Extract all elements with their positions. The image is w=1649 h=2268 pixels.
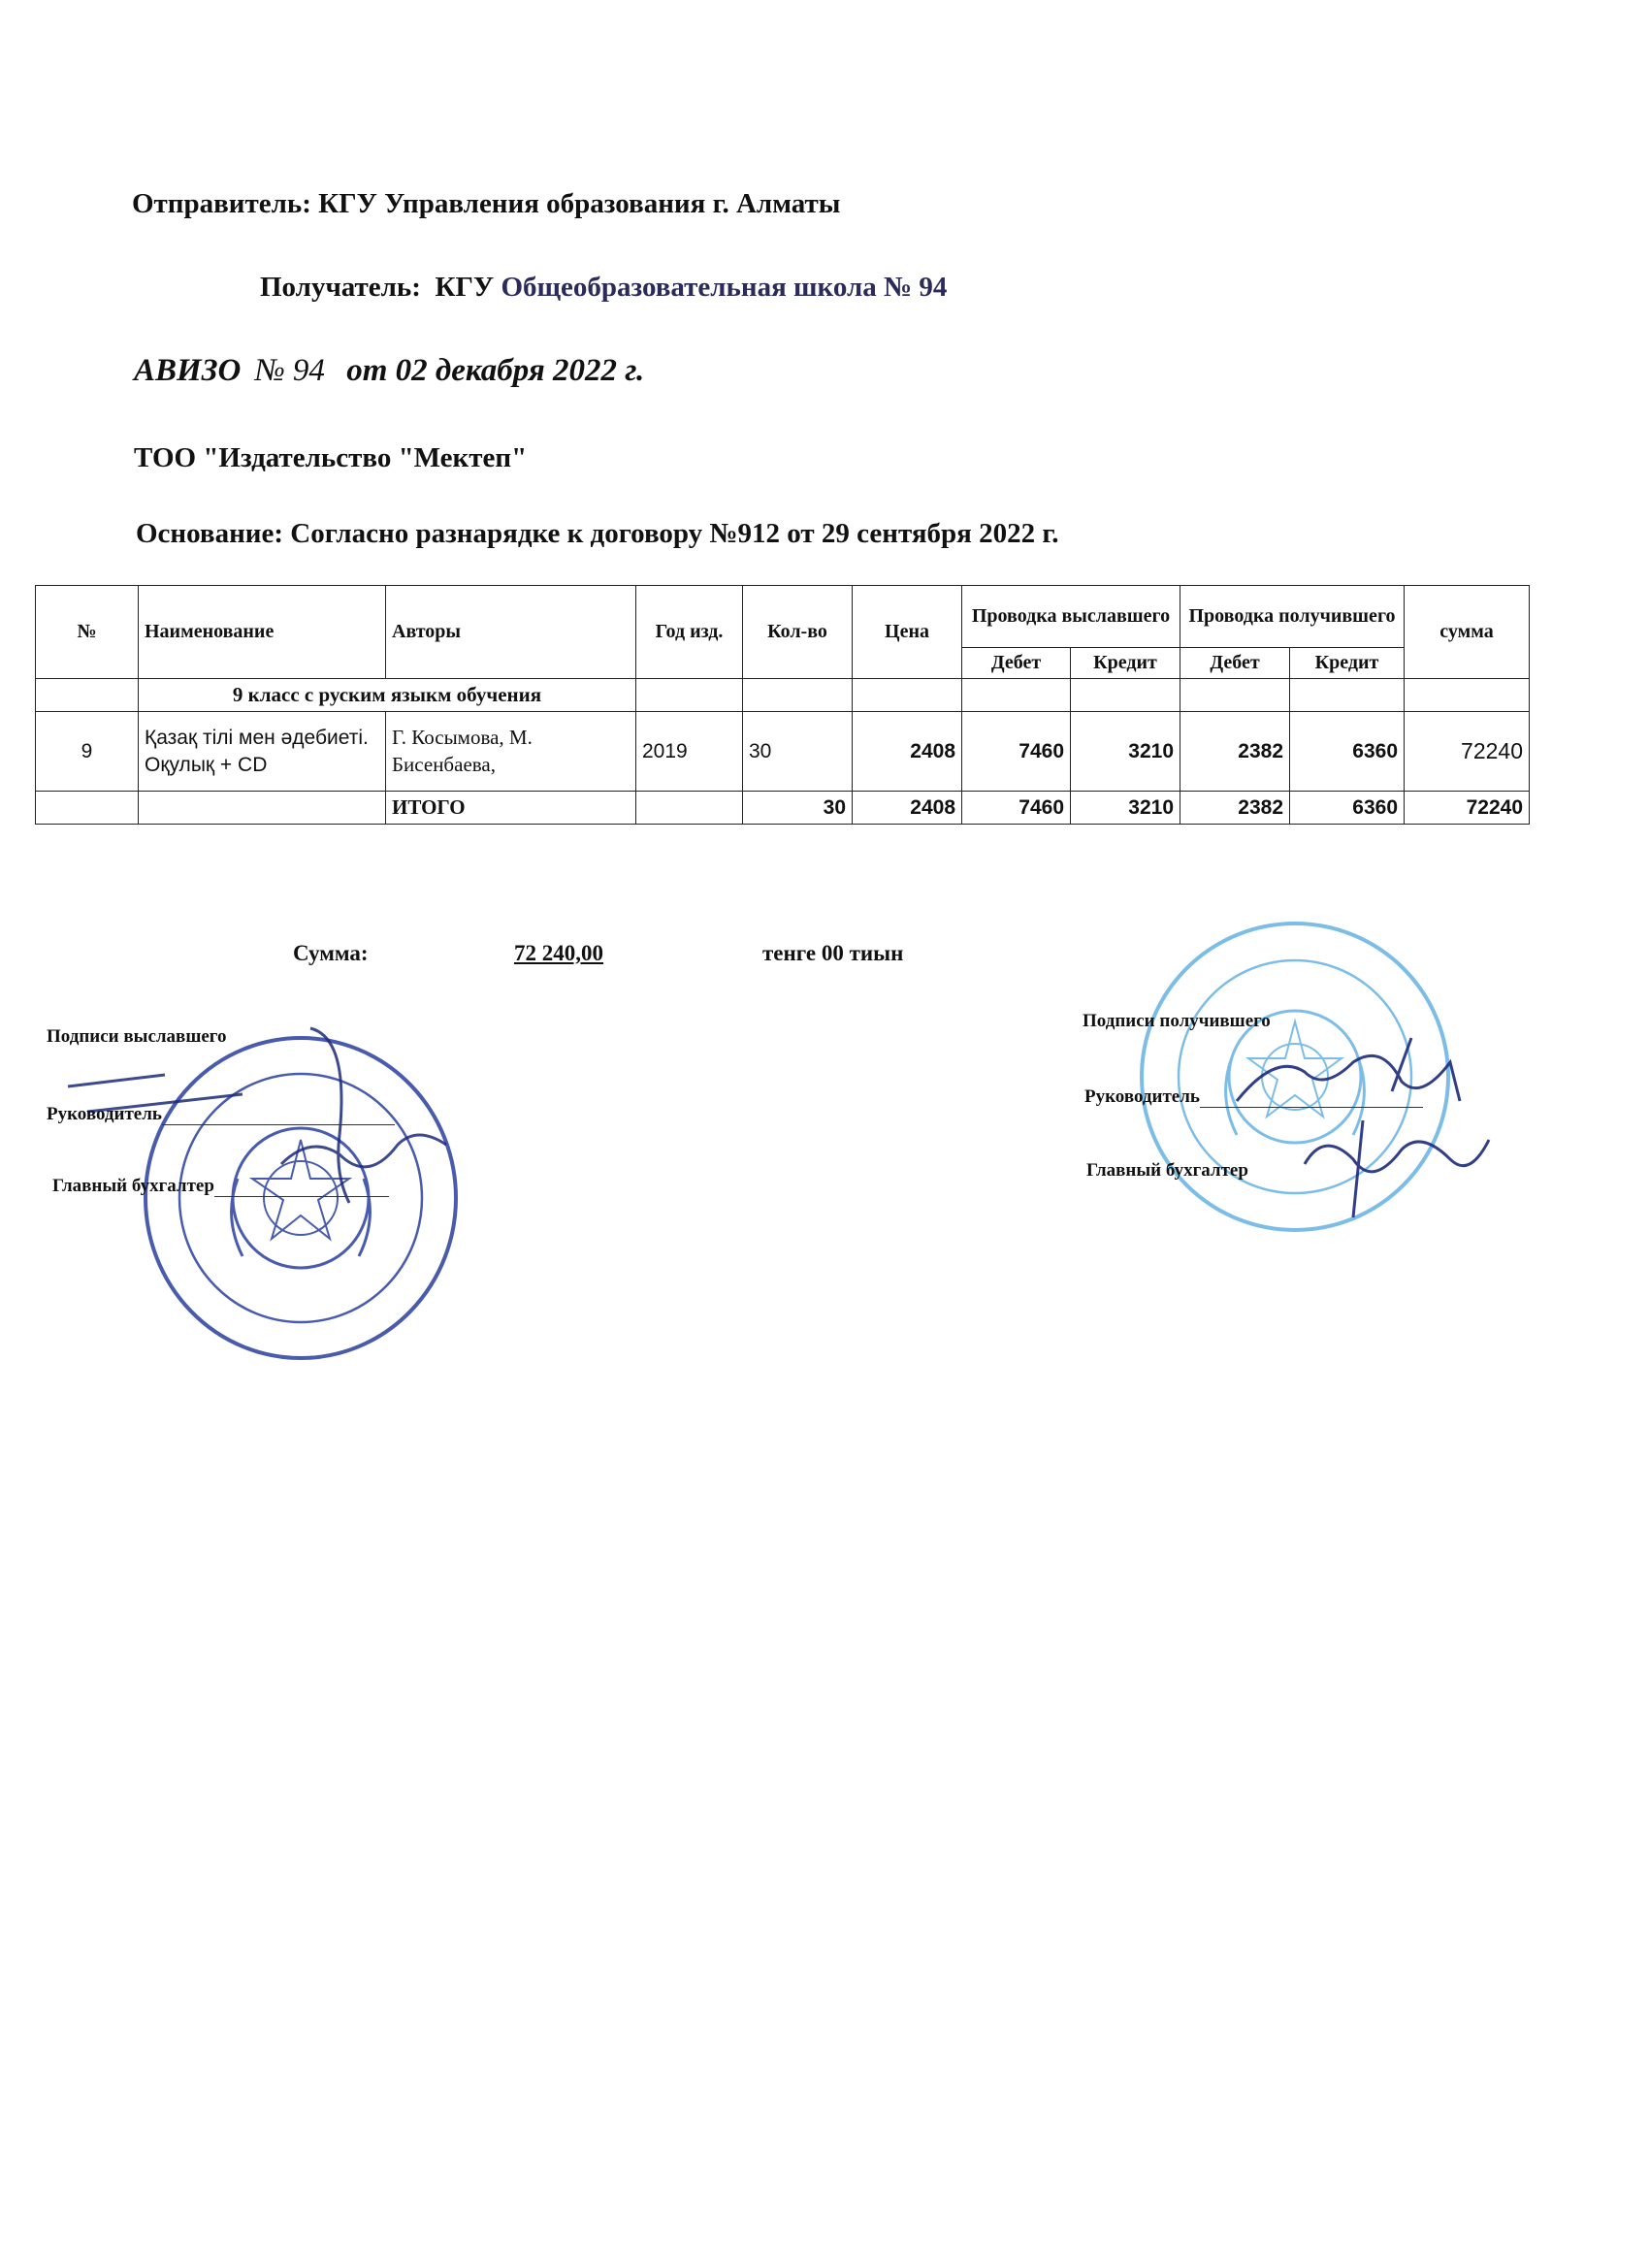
recipient-signature-scribble	[1217, 1033, 1508, 1227]
avizo-date: от 02 декабря 2022 г.	[346, 353, 645, 388]
sender-head-signature-line	[162, 1124, 395, 1125]
header-recipient-debit: Дебет	[1180, 648, 1290, 679]
sender-head-label: Руководитель	[47, 1104, 162, 1124]
header-name: Наименование	[139, 586, 386, 679]
amount-label: Сумма:	[293, 941, 369, 965]
table-row	[36, 712, 1530, 792]
total-label: ИТОГО	[386, 792, 636, 825]
header-sender-debit: Дебет	[962, 648, 1071, 679]
total-sum: 72240	[1405, 792, 1530, 825]
total-sender-debit: 7460	[962, 792, 1071, 825]
amount-value: 72 240,00	[514, 941, 603, 965]
sender-head-row	[47, 1104, 395, 1125]
section-title: 9 класс с руским языкм обучения	[139, 679, 636, 712]
row-authors: Г. Косымова, М. Бисенбаева,	[386, 712, 636, 792]
sender-accountant-row	[52, 1176, 389, 1197]
header-sender-credit: Кредит	[1071, 648, 1180, 679]
row-recipient-debit: 2382	[1180, 712, 1290, 792]
sender-accountant-label: Главный бухгалтер	[52, 1176, 214, 1196]
recipient-head-signature-line	[1200, 1107, 1423, 1108]
header-recipient-posting: Проводка получившего	[1180, 586, 1405, 648]
total-price: 2408	[853, 792, 962, 825]
row-name: Қазақ тілі мен әдебиеті. Оқулық + CD	[139, 712, 386, 792]
header-year: Год изд.	[636, 586, 743, 679]
recipient-kgu: КГУ	[435, 272, 495, 303]
recipient-head-label: Руководитель	[1084, 1086, 1200, 1107]
header-authors: Авторы	[386, 586, 636, 679]
recipient-accountant-label: Главный бухгалтер	[1086, 1160, 1248, 1181]
avizo-label: АВИЗО	[134, 353, 242, 388]
avizo-table	[35, 585, 1530, 825]
supplier-line: ТОО "Издательство "Мектеп"	[134, 442, 528, 473]
row-qty: 30	[743, 712, 853, 792]
total-recipient-credit: 6360	[1290, 792, 1405, 825]
recipient-head-row	[1084, 1086, 1423, 1108]
total-sender-credit: 3210	[1071, 792, 1180, 825]
amount-words: тенге 00 тиын	[762, 941, 904, 965]
row-price: 2408	[853, 712, 962, 792]
avizo-number: № 94	[254, 353, 325, 388]
avizo-title	[134, 353, 644, 389]
sender-signatures-title: Подписи выславшего	[47, 1026, 227, 1047]
basis-line: Основание: Согласно разнарядке к договору №912 от 29 сентября 2022 г.	[136, 518, 1059, 549]
header-price: Цена	[853, 586, 962, 679]
header-sender-posting: Проводка выславшего	[962, 586, 1180, 648]
sender-accountant-signature-line	[214, 1196, 389, 1197]
header-recipient-credit: Кредит	[1290, 648, 1405, 679]
row-sum: 72240	[1405, 712, 1530, 792]
section-row	[36, 679, 1530, 712]
row-num: 9	[36, 712, 139, 792]
total-qty: 30	[743, 792, 853, 825]
row-year: 2019	[636, 712, 743, 792]
header-num: №	[36, 586, 139, 679]
row-sender-credit: 3210	[1071, 712, 1180, 792]
recipient-line	[260, 272, 947, 304]
row-recipient-credit: 6360	[1290, 712, 1405, 792]
row-sender-debit: 7460	[962, 712, 1071, 792]
total-row	[36, 792, 1530, 825]
sender-line: Отправитель: КГУ Управления образования г. Алматы	[132, 188, 841, 219]
recipient-name: Общеобразовательная школа № 94	[501, 272, 948, 303]
recipient-label: Получатель:	[260, 272, 421, 303]
recipient-signatures-title: Подписи получившего	[1083, 1011, 1271, 1031]
header-qty: Кол-во	[743, 586, 853, 679]
header-sum: сумма	[1405, 586, 1530, 679]
recipient-accountant-row	[1086, 1160, 1248, 1182]
total-recipient-debit: 2382	[1180, 792, 1290, 825]
